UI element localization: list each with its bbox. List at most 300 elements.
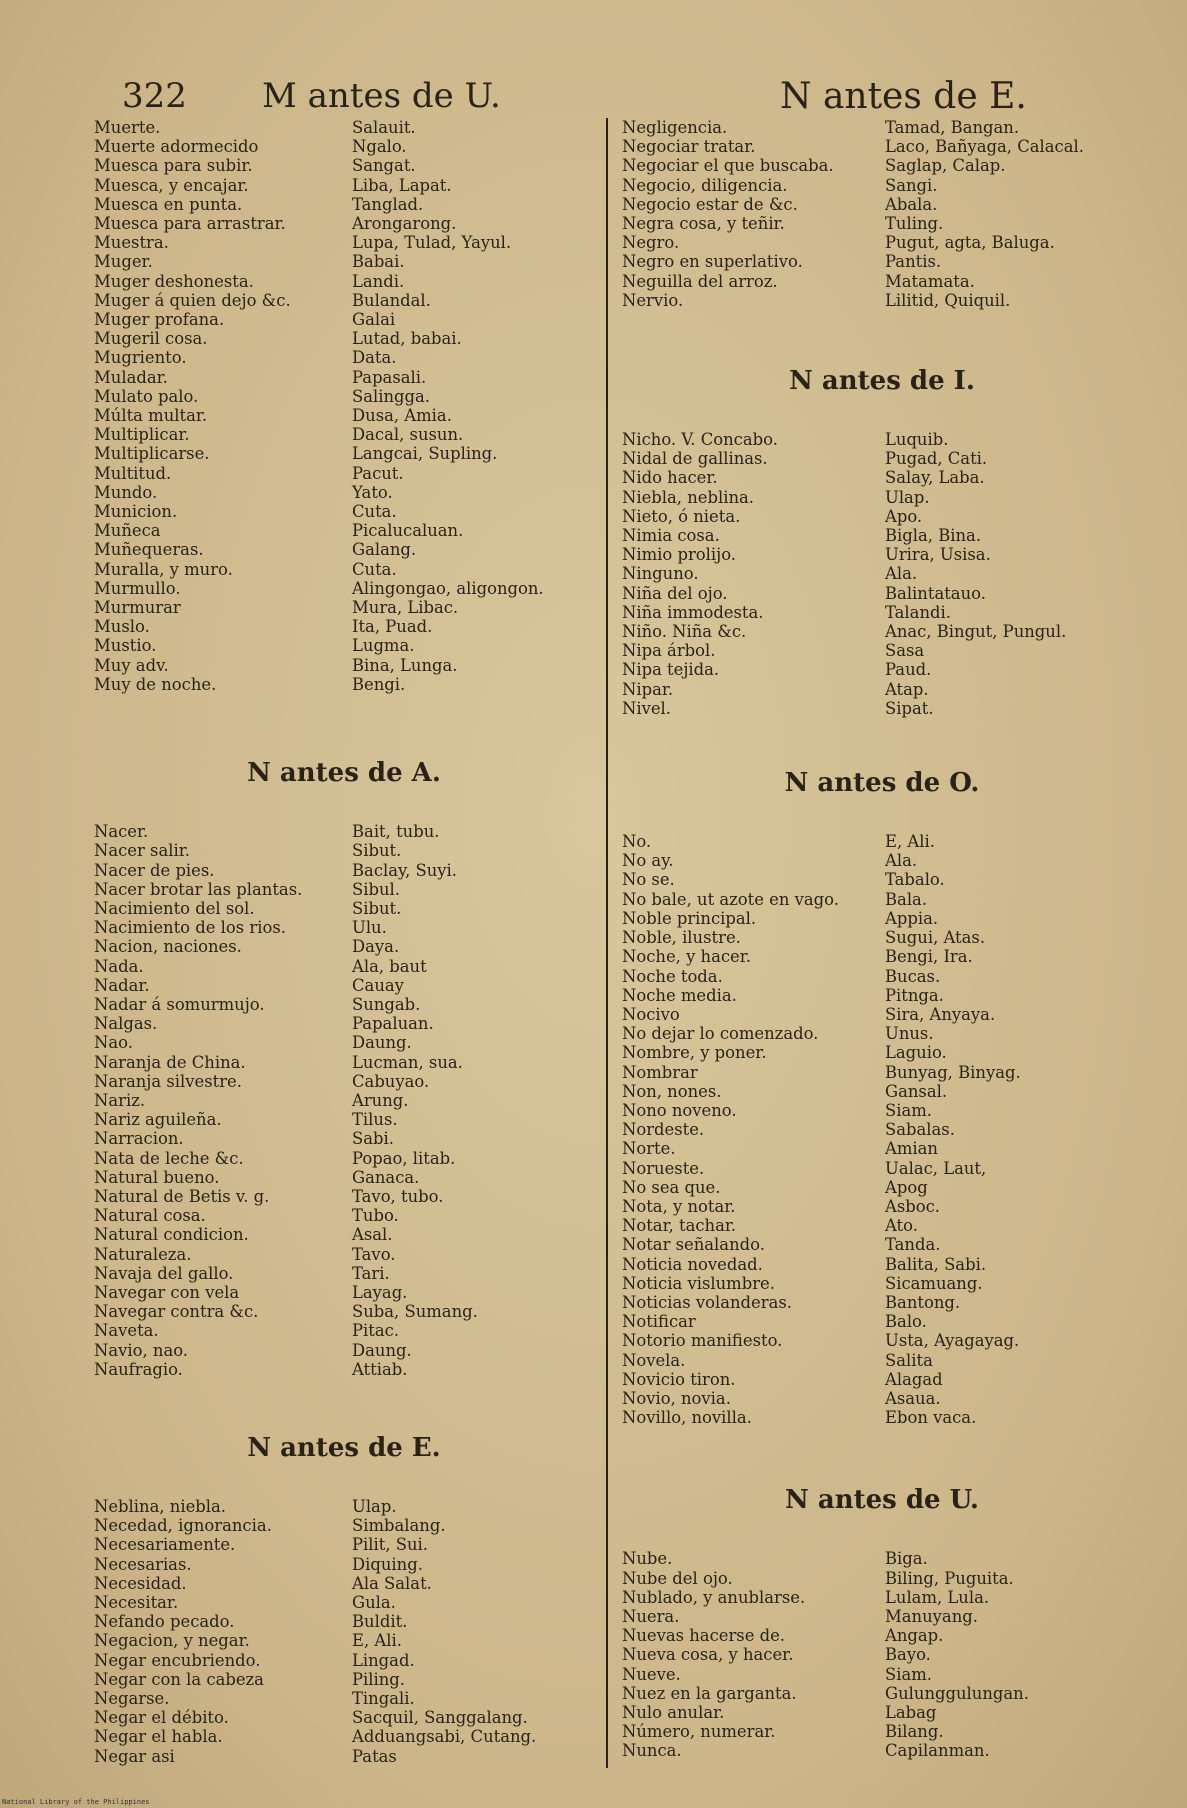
spanish-term: Neblina, niebla. — [94, 1496, 226, 1516]
page-number: 322 — [122, 76, 187, 116]
dictionary-entry — [94, 560, 594, 579]
spanish-term: Niña del ojo. — [622, 583, 728, 603]
translation: Patas — [352, 1746, 397, 1766]
translation: Bilang. — [885, 1722, 944, 1742]
dictionary-entry — [622, 622, 1142, 641]
dictionary-entry — [94, 1245, 594, 1264]
spanish-term: Nalgas. — [94, 1014, 158, 1034]
dictionary-entry — [94, 656, 594, 675]
dictionary-entry — [622, 1607, 1142, 1626]
dictionary-entry — [94, 502, 594, 521]
spanish-term: Nunca. — [622, 1741, 682, 1761]
spanish-term: Nombrar — [622, 1062, 698, 1082]
dictionary-entry — [94, 1206, 594, 1225]
spanish-term: Muger deshonesta. — [94, 271, 254, 291]
dictionary-entry — [622, 851, 1142, 870]
spanish-term: Nervio. — [622, 290, 684, 310]
translation: Cauay — [352, 975, 404, 995]
spanish-term: Muralla, y muro. — [94, 559, 233, 579]
dictionary-entry — [94, 1053, 594, 1072]
translation: Piling. — [352, 1669, 406, 1689]
spanish-term: Nipa árbol. — [622, 641, 716, 661]
dictionary-entry — [622, 1549, 1142, 1568]
spanish-term: Nacimiento del sol. — [94, 898, 255, 918]
dictionary-entry — [622, 1082, 1142, 1101]
translation: Bigla, Bina. — [885, 526, 982, 546]
section-n-u-entries — [622, 1549, 1142, 1760]
spanish-term: Nariz aguileña. — [94, 1110, 222, 1130]
spanish-term: Navio, nao. — [94, 1340, 189, 1360]
spanish-term: Nipa tejida. — [622, 660, 720, 680]
dictionary-entry — [622, 680, 1142, 699]
spanish-term: Novela. — [622, 1350, 686, 1370]
dictionary-entry — [622, 1588, 1142, 1607]
right-column — [622, 118, 1142, 1761]
translation: Landi. — [352, 271, 405, 291]
dictionary-entry — [94, 675, 594, 694]
spanish-term: Navaja del gallo. — [94, 1263, 234, 1283]
translation: Pugad, Cati. — [885, 449, 988, 469]
spanish-term: Nordeste. — [622, 1120, 705, 1140]
spanish-term: Noche toda. — [622, 966, 723, 986]
translation: Laco, Bañyaga, Calacal. — [885, 137, 1084, 157]
dictionary-entry — [94, 899, 594, 918]
spanish-term: Natural condicion. — [94, 1225, 249, 1245]
translation: Ita, Puad. — [352, 617, 433, 637]
translation: Dusa, Amia. — [352, 406, 452, 426]
translation: Lulam, Lula. — [885, 1587, 990, 1607]
spanish-term: Nueve. — [622, 1664, 681, 1684]
dictionary-entry — [622, 468, 1142, 487]
translation: Salingga. — [352, 386, 431, 406]
translation: Babai. — [352, 252, 405, 272]
spanish-term: Nota, y notar. — [622, 1196, 736, 1216]
translation: Sibut. — [352, 898, 402, 918]
spanish-term: Muerte. — [94, 118, 161, 137]
dictionary-entry — [94, 1670, 594, 1689]
spanish-term: Nido hacer. — [622, 468, 718, 488]
translation: E, Ali. — [885, 832, 935, 852]
dictionary-entry — [94, 1072, 594, 1091]
dictionary-entry — [622, 1139, 1142, 1158]
dictionary-entry — [622, 1101, 1142, 1120]
spanish-term: No sea que. — [622, 1177, 721, 1197]
translation: Balita, Sabi. — [885, 1254, 987, 1274]
dictionary-entry — [622, 195, 1142, 214]
spanish-term: Nueva cosa, y hacer. — [622, 1645, 794, 1665]
dictionary-entry — [622, 449, 1142, 468]
dictionary-entry — [94, 137, 594, 156]
dictionary-entry — [94, 483, 594, 502]
spanish-term: Niña immodesta. — [622, 602, 764, 622]
translation: Layag. — [352, 1282, 408, 1302]
translation: Manuyang. — [885, 1606, 978, 1626]
dictionary-entry — [94, 329, 594, 348]
translation: Tabalo. — [885, 870, 945, 890]
spanish-term: Naufragio. — [94, 1359, 183, 1379]
dictionary-entry — [94, 1033, 594, 1052]
spanish-term: Notorio manifiesto. — [622, 1331, 783, 1351]
translation: Daung. — [352, 1340, 412, 1360]
dictionary-entry — [622, 1274, 1142, 1293]
translation: Ato. — [885, 1216, 918, 1236]
translation: Picalucaluan. — [352, 521, 464, 541]
spanish-term: Nono noveno. — [622, 1100, 737, 1120]
translation: Dacal, susun. — [352, 425, 464, 445]
translation: Bina, Lunga. — [352, 655, 458, 675]
dictionary-entry — [94, 1149, 594, 1168]
dictionary-entry — [94, 118, 594, 137]
spanish-term: Necesariamente. — [94, 1535, 236, 1555]
dictionary-entry — [94, 880, 594, 899]
dictionary-entry — [94, 1360, 594, 1379]
dictionary-entry — [622, 603, 1142, 622]
translation: Simbalang. — [352, 1516, 446, 1536]
translation: Biling, Puguita. — [885, 1568, 1014, 1588]
dictionary-entry — [94, 579, 594, 598]
spanish-term: Mulato palo. — [94, 386, 199, 406]
translation: Gula. — [352, 1593, 396, 1612]
spanish-term: Notificar — [622, 1312, 696, 1332]
translation: Sibul. — [352, 879, 400, 899]
spanish-term: Nacimiento de los rios. — [94, 918, 286, 938]
spanish-term: Negligencia. — [622, 118, 728, 137]
dictionary-entry — [94, 214, 594, 233]
dictionary-entry — [94, 1574, 594, 1593]
translation: Suba, Sumang. — [352, 1302, 478, 1322]
spanish-term: Niebla, neblina. — [622, 487, 754, 507]
translation: Yato. — [352, 482, 393, 502]
dictionary-entry — [94, 598, 594, 617]
translation: Tuling. — [885, 214, 944, 234]
spanish-term: Muger profana. — [94, 310, 225, 330]
section-n-a-entries — [94, 822, 594, 1379]
spanish-term: Nacer salir. — [94, 841, 190, 861]
translation: Ebon vaca. — [885, 1408, 977, 1428]
translation: Pugut, agta, Baluga. — [885, 233, 1055, 253]
dictionary-entry — [622, 1351, 1142, 1370]
spanish-term: Muerte adormecido — [94, 137, 259, 157]
dictionary-entry — [94, 521, 594, 540]
dictionary-entry — [622, 1370, 1142, 1389]
dictionary-entry — [622, 1024, 1142, 1043]
dictionary-entry — [622, 660, 1142, 679]
section-heading-n-u: N antes de U. — [785, 1485, 979, 1516]
translation: Lingad. — [352, 1650, 415, 1670]
translation: Pitac. — [352, 1321, 400, 1341]
translation: Alagad — [885, 1369, 943, 1389]
spanish-term: Negocio, diligencia. — [622, 175, 788, 195]
spanish-term: Muesca para subir. — [94, 156, 253, 176]
translation: Gansal. — [885, 1081, 948, 1101]
dictionary-entry — [94, 1341, 594, 1360]
spanish-term: Negacion, y negar. — [94, 1631, 250, 1651]
dictionary-entry — [94, 995, 594, 1014]
translation: Ala. — [885, 851, 918, 871]
dictionary-entry — [622, 1645, 1142, 1664]
dictionary-entry — [94, 1302, 594, 1321]
dictionary-entry — [622, 1255, 1142, 1274]
dictionary-entry — [94, 1187, 594, 1206]
spanish-term: Novio, novia. — [622, 1388, 731, 1408]
section-n-i-entries — [622, 430, 1142, 718]
dictionary-entry — [622, 1120, 1142, 1139]
dictionary-entry — [94, 976, 594, 995]
dictionary-entry — [94, 252, 594, 271]
translation: Ala. — [885, 564, 918, 584]
spanish-term: Negarse. — [94, 1689, 170, 1709]
translation: Attiab. — [352, 1359, 408, 1379]
translation: Daya. — [352, 937, 400, 957]
dictionary-entry — [622, 1569, 1142, 1588]
spanish-term: Naturaleza. — [94, 1244, 192, 1264]
translation: Cuta. — [352, 502, 397, 522]
spanish-term: Negar con la cabeza — [94, 1669, 264, 1689]
dictionary-entry — [622, 986, 1142, 1005]
dictionary-entry — [622, 214, 1142, 233]
spanish-term: Negociar tratar. — [622, 137, 756, 157]
dictionary-entry — [94, 1321, 594, 1340]
translation: Ulap. — [885, 487, 930, 507]
translation: Siam. — [885, 1664, 932, 1684]
translation: Lucman, sua. — [352, 1052, 463, 1072]
section-heading-n-i: N antes de I. — [789, 366, 975, 397]
spanish-term: Muladar. — [94, 367, 168, 387]
dictionary-entry — [94, 1708, 594, 1727]
translation: Tari. — [352, 1263, 390, 1283]
translation: Pacut. — [352, 463, 404, 483]
spanish-term: Necesidad. — [94, 1573, 187, 1593]
spanish-term: Natural bueno. — [94, 1167, 220, 1187]
translation: Mura, Libac. — [352, 598, 459, 618]
translation: Arung. — [352, 1090, 409, 1110]
spanish-term: Novillo, novilla. — [622, 1408, 752, 1428]
spanish-term: No se. — [622, 870, 675, 890]
spanish-term: Norte. — [622, 1139, 676, 1159]
translation: Galang. — [352, 540, 417, 560]
translation: Sacquil, Sanggalang. — [352, 1708, 528, 1728]
spanish-term: Natural cosa. — [94, 1206, 206, 1226]
spanish-term: Negro. — [622, 233, 680, 253]
spanish-term: Naveta. — [94, 1321, 159, 1341]
dictionary-entry — [94, 1727, 594, 1746]
spanish-term: Noche, y hacer. — [622, 947, 751, 967]
spanish-term: No ay. — [622, 851, 674, 871]
section-heading-n-a: N antes de A. — [247, 758, 441, 789]
dictionary-entry — [94, 1225, 594, 1244]
spanish-term: Novicio tiron. — [622, 1369, 736, 1389]
translation: Paud. — [885, 660, 932, 680]
spanish-term: Necesitar. — [94, 1593, 179, 1612]
translation: Sira, Anyaya. — [885, 1004, 996, 1024]
dictionary-entry — [94, 636, 594, 655]
dictionary-entry — [94, 464, 594, 483]
spanish-term: Negra cosa, y teñir. — [622, 214, 785, 234]
dictionary-entry — [622, 1703, 1142, 1722]
spanish-term: Nidal de gallinas. — [622, 449, 768, 469]
translation: Popao, litab. — [352, 1148, 456, 1168]
spanish-term: Narracion. — [94, 1129, 184, 1149]
translation: Sasa — [885, 641, 925, 661]
spanish-term: Navegar con vela — [94, 1282, 240, 1302]
dictionary-entry — [622, 909, 1142, 928]
section-heading-n-e: N antes de E. — [247, 1432, 441, 1463]
dictionary-entry — [622, 545, 1142, 564]
spanish-term: Nadar á somurmujo. — [94, 994, 265, 1014]
translation: Sipat. — [885, 698, 934, 718]
dictionary-entry — [622, 430, 1142, 449]
translation: Tilus. — [352, 1110, 398, 1130]
translation: Baclay, Suyi. — [352, 860, 458, 880]
dictionary-entry — [94, 937, 594, 956]
spanish-term: Multiplicarse. — [94, 444, 210, 464]
dictionary-entry — [94, 617, 594, 636]
spanish-term: Mundo. — [94, 482, 158, 502]
spanish-term: Nombre, y poner. — [622, 1043, 767, 1063]
spanish-term: Ninguno. — [622, 564, 699, 584]
spanish-term: Notar, tachar. — [622, 1216, 737, 1236]
dictionary-entry — [94, 1555, 594, 1574]
dictionary-entry — [94, 1651, 594, 1670]
translation: Bala. — [885, 889, 928, 909]
translation: Sugui, Atas. — [885, 928, 986, 948]
column-divider — [606, 118, 608, 1768]
translation: Tavo. — [352, 1244, 396, 1264]
translation: Ngalo. — [352, 137, 407, 157]
spanish-term: Noble principal. — [622, 908, 757, 928]
spanish-term: Muesca para arrastrar. — [94, 214, 286, 234]
dictionary-entry — [622, 1159, 1142, 1178]
spanish-term: Nube. — [622, 1549, 673, 1569]
section-n-e-entries — [94, 1497, 594, 1766]
dictionary-entry — [622, 1665, 1142, 1684]
translation: Sabalas. — [885, 1120, 955, 1140]
right-top-entries — [622, 118, 1142, 310]
spanish-term: Muslo. — [94, 617, 150, 637]
spanish-term: Municion. — [94, 502, 178, 522]
translation: Papasali. — [352, 367, 427, 387]
translation: Amian — [885, 1139, 938, 1159]
spanish-term: Nulo anular. — [622, 1703, 725, 1722]
spanish-term: Negar encubriendo. — [94, 1650, 261, 1670]
left-column — [94, 118, 594, 1766]
spanish-term: Noche media. — [622, 985, 737, 1005]
dictionary-entry — [622, 1178, 1142, 1197]
translation: Ala Salat. — [352, 1573, 432, 1593]
spanish-term: Negocio estar de &c. — [622, 194, 798, 214]
translation: Apog — [885, 1177, 928, 1197]
dictionary-entry — [94, 406, 594, 425]
dictionary-entry — [622, 118, 1142, 137]
dictionary-entry — [622, 1408, 1142, 1427]
spanish-term: Neguilla del arroz. — [622, 271, 778, 291]
spanish-term: Notar señalando. — [622, 1235, 765, 1255]
translation: Tavo, tubo. — [352, 1186, 444, 1206]
spanish-term: Nao. — [94, 1033, 133, 1053]
translation: Siam. — [885, 1100, 932, 1120]
spanish-term: Nuera. — [622, 1606, 680, 1626]
spanish-term: Nicho. V. Concabo. — [622, 430, 778, 450]
dictionary-entry — [94, 1283, 594, 1302]
translation: Unus. — [885, 1024, 934, 1044]
dictionary-entry — [622, 928, 1142, 947]
dictionary-entry — [94, 444, 594, 463]
dictionary-entry — [94, 1110, 594, 1129]
dictionary-entry — [622, 176, 1142, 195]
dictionary-entry — [94, 1129, 594, 1148]
translation: Asal. — [352, 1225, 393, 1245]
spanish-term: Nacer brotar las plantas. — [94, 879, 303, 899]
section-n-o-entries — [622, 832, 1142, 1427]
translation: Angap. — [885, 1626, 944, 1646]
dictionary-entry — [94, 387, 594, 406]
dictionary-entry — [622, 890, 1142, 909]
translation: Laguio. — [885, 1043, 947, 1063]
spanish-term: No bale, ut azote en vago. — [622, 889, 839, 909]
translation: Langcai, Supling. — [352, 444, 498, 464]
translation: Asboc. — [885, 1196, 940, 1216]
spanish-term: Negar asi — [94, 1746, 175, 1766]
dictionary-entry — [622, 1684, 1142, 1703]
translation: Galai — [352, 310, 396, 330]
translation: Ganaca. — [352, 1167, 420, 1187]
dictionary-entry — [94, 822, 594, 841]
dictionary-entry — [94, 918, 594, 937]
translation: Salauit. — [352, 118, 416, 137]
translation: Apo. — [885, 506, 923, 526]
spanish-term: Muy de noche. — [94, 674, 217, 694]
dictionary-entry — [622, 1741, 1142, 1760]
dictionary-entry — [622, 272, 1142, 291]
translation: Sungab. — [352, 994, 421, 1014]
dictionary-entry — [622, 526, 1142, 545]
translation: Bayo. — [885, 1645, 931, 1665]
footer-credit: National Library of the Philippines — [2, 1798, 150, 1806]
spanish-term: Nefando pecado. — [94, 1612, 235, 1632]
translation: Tingali. — [352, 1689, 415, 1709]
spanish-term: Muesca, y encajar. — [94, 175, 249, 195]
dictionary-entry — [622, 507, 1142, 526]
dictionary-entry — [622, 137, 1142, 156]
translation: Bengi, Ira. — [885, 947, 973, 967]
spanish-term: Non, nones. — [622, 1081, 722, 1101]
spanish-term: Murmullo. — [94, 578, 181, 598]
dictionary-entry — [622, 584, 1142, 603]
dictionary-entry — [94, 540, 594, 559]
dictionary-entry — [94, 1264, 594, 1283]
spanish-term: Murmurar — [94, 598, 181, 618]
dictionary-entry — [622, 699, 1142, 718]
spanish-term: Nublado, y anublarse. — [622, 1587, 806, 1607]
dictionary-entry — [94, 1014, 594, 1033]
spanish-term: Muñequeras. — [94, 540, 204, 560]
dictionary-entry — [622, 156, 1142, 175]
spanish-term: Nieto, ó nieta. — [622, 506, 741, 526]
spanish-term: Noticia vislumbre. — [622, 1273, 775, 1293]
spanish-term: Nacer. — [94, 822, 149, 842]
translation: Pitnga. — [885, 985, 944, 1005]
translation: Cuta. — [352, 559, 397, 579]
dictionary-entry — [94, 1689, 594, 1708]
section-heading-n-o: N antes de O. — [784, 768, 980, 799]
translation: Adduangsabi, Cutang. — [352, 1727, 537, 1747]
spanish-term: Negociar el que buscaba. — [622, 156, 834, 176]
spanish-term: Mugeril cosa. — [94, 329, 208, 349]
translation: Balo. — [885, 1312, 927, 1332]
translation: Diquing. — [352, 1554, 423, 1574]
dictionary-entry — [622, 1722, 1142, 1741]
spanish-term: Nimia cosa. — [622, 526, 720, 546]
